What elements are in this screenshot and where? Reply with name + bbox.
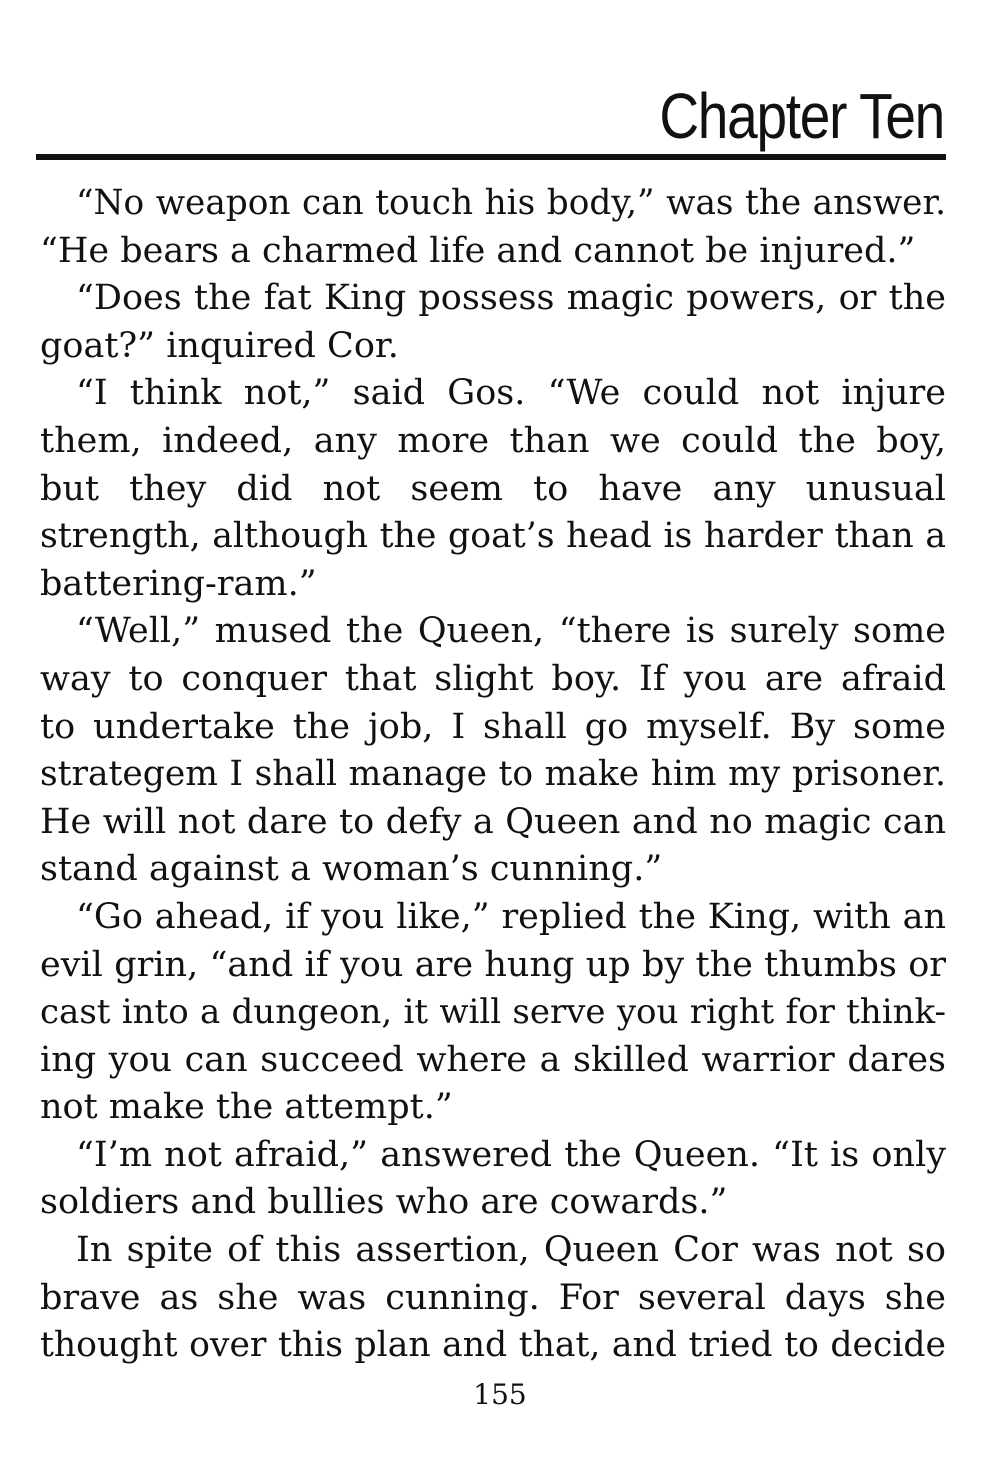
text-line: battering-ram.” (40, 563, 317, 604)
header-rule (36, 154, 946, 160)
text-line: stand against a woman’s cunning.” (40, 849, 663, 890)
paragraph (40, 1132, 946, 1227)
text-line: soldiers and bullies who are cowards.” (40, 1182, 728, 1223)
text-line: “I think not,” said Gos. “We could not injure (76, 373, 946, 414)
text-line: “I’m not afraid,” answered the Queen. “It is only (76, 1134, 946, 1175)
text-line: “Does the fat King possess magic powers, or the (76, 278, 946, 319)
text-line: to undertake the job, I shall go myself. By some (40, 706, 946, 747)
text-line: thought over this plan and that, and tried to decide (40, 1325, 946, 1366)
text-line: “Go ahead, if you like,” replied the King, with an (76, 896, 946, 937)
text-line: brave as she was cunning. For several days she (40, 1277, 946, 1318)
paragraph (40, 608, 946, 894)
body-text (40, 180, 946, 1370)
text-line: them, indeed, any more than we could the boy, (40, 420, 946, 461)
text-line: ing you can succeed where a skilled warrior dares (40, 1039, 946, 1080)
text-line: strategem I shall manage to make him my prisoner. (40, 754, 946, 795)
text-line: “Well,” mused the Queen, “there is surely some (76, 611, 946, 652)
paragraph (40, 370, 946, 608)
text-line: goat?” inquired Cor. (40, 325, 399, 366)
chapter-title: Chapter Ten (659, 80, 944, 152)
text-line: In spite of this assertion, Queen Cor was not so (76, 1230, 946, 1271)
paragraph (40, 1227, 946, 1370)
text-line: evil grin, “and if you are hung up by the thumbs or (40, 944, 946, 985)
text-line: way to conquer that slight boy. If you are afraid (40, 658, 946, 699)
text-line: but they did not seem to have any unusual (40, 468, 946, 509)
text-line: strength, although the goat’s head is harder than a (40, 516, 946, 557)
paragraph (40, 894, 946, 1132)
text-line: not make the attempt.” (40, 1087, 453, 1128)
text-line: He will not dare to defy a Queen and no magic can (40, 801, 946, 842)
paragraph (40, 275, 946, 370)
page-number: 155 (473, 1378, 527, 1411)
paragraph (40, 180, 946, 275)
text-line: cast into a dungeon, it will serve you right for think- (40, 992, 946, 1033)
text-line: “He bears a charmed life and cannot be injured.” (40, 230, 916, 271)
text-line: “No weapon can touch his body,” was the answer. (76, 183, 946, 223)
